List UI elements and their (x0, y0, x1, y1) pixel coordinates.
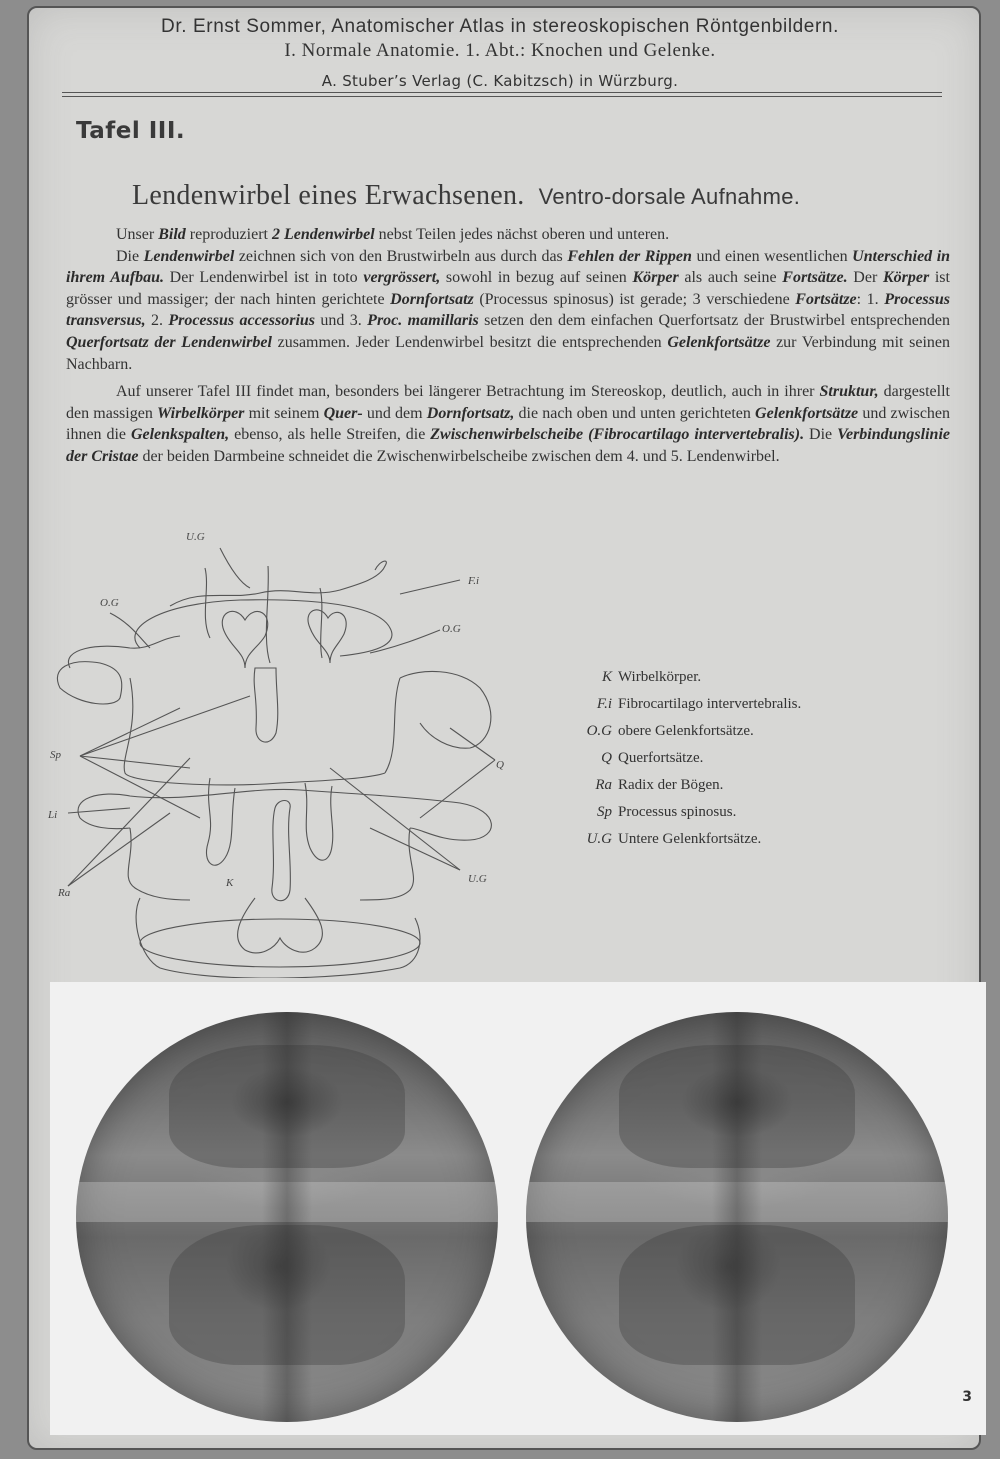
label-og-right: O.G (442, 623, 461, 635)
legend-item: F.i Fibrocartilago intervertebralis. (596, 696, 802, 712)
header-rule-thin (62, 96, 942, 97)
label-li: Li (48, 809, 58, 821)
header-section: I. Normale Anatomie. 1. Abt.: Knochen und Gelenke. (284, 40, 716, 61)
plate-label: Tafel III. (76, 118, 186, 144)
title-main: Lendenwirbel eines Erwachsenen. (132, 180, 525, 211)
page-title (132, 180, 800, 212)
xray-image-right (526, 1012, 948, 1422)
stereo-xray-photo (50, 982, 986, 1435)
label-ra: Ra (58, 887, 71, 899)
legend-item: O.G obere Gelenkfortsätze. (586, 723, 754, 739)
label-sp: Sp (50, 749, 61, 761)
header-author-title: Dr. Ernst Sommer, Anatomischer Atlas in stereoskopischen Röntgenbildern. (161, 16, 839, 37)
header-rule (62, 92, 942, 93)
paragraph-1: Unser Bild reproduziert 2 Lendenwirbel nebst Teilen jedes nächst oberen und unteren. (116, 226, 670, 243)
title-sub: Ventro-dorsale Aufnahme. (538, 184, 801, 209)
legend-item: Ra Radix der Bögen. (595, 777, 724, 793)
label-ug-top: U.G (186, 531, 205, 543)
legend-item: K Wirbelkörper. (601, 669, 702, 685)
xray-image-left (76, 1012, 498, 1422)
legend-item: Q Querfortsätze. (601, 750, 704, 766)
label-fi: F.i (468, 575, 480, 587)
label-q: Q (496, 759, 504, 771)
label-k: K (226, 877, 234, 889)
header-publisher: A. Stuber’s Verlag (C. Kabitzsch) in Würzburg. (321, 72, 679, 90)
paragraph-2: Die Lendenwirbel zeichnen sich von den Brustwirbeln aus durch das Fehlen der Rippen und einen wesentlichen Unterschied in ihrem Aufbau. Der Lendenwirbel ist in toto vergrössert, sowohl in bezug auf seinen Körper als auch seine Fortsätze. Der Körper ist grösser und massiger; der nach hinten gerichtete Dornfortsatz (Processus spinosus) ist gerade; 3 verschiedene Fortsätze: 1. Processus transversus, 2. Processus accessorius und 3. Proc. mamillaris setzen den dem einfachen Querfortsatz der Brustwirbel entsprechenden Querfortsatz der Lendenwirbel zusammen. Jeder Lendenwirbel besitzt die entsprechenden Gelenkfortsätze zur Verbindung mit seinen Nachbarn. (66, 247, 951, 373)
label-ug-bottom: U.G (468, 873, 487, 885)
legend-item: Sp Processus spinosus. (597, 804, 737, 820)
legend-item: U.G Untere Gelenkfortsätze. (586, 831, 762, 847)
paragraph-3: Auf unserer Tafel III findet man, besonders bei längerer Betrachtung im Stereoskop, deutlich, auch in ihrer Struktur, dargestellt den massigen Wirbelkörper mit seinem Quer- und dem Dornfortsatz, die nach oben und unten gerichteten Gelenkfortsätze und zwischen ihnen die Gelenkspalten, ebenso, als helle Streifen, die Zwischenwirbelscheibe (Fibrocartilago intervertebralis). Die Verbindungslinie der Cristae der beiden Darmbeine schneidet die Zwischenwirbelscheibe zwischen dem 4. und 5. Lendenwirbel. (66, 383, 951, 465)
label-og-left: O.G (100, 597, 119, 609)
description-text (66, 224, 950, 468)
page-number: 3 (962, 1389, 972, 1405)
vertebra-line-diagram (40, 528, 520, 978)
legend (578, 664, 878, 853)
